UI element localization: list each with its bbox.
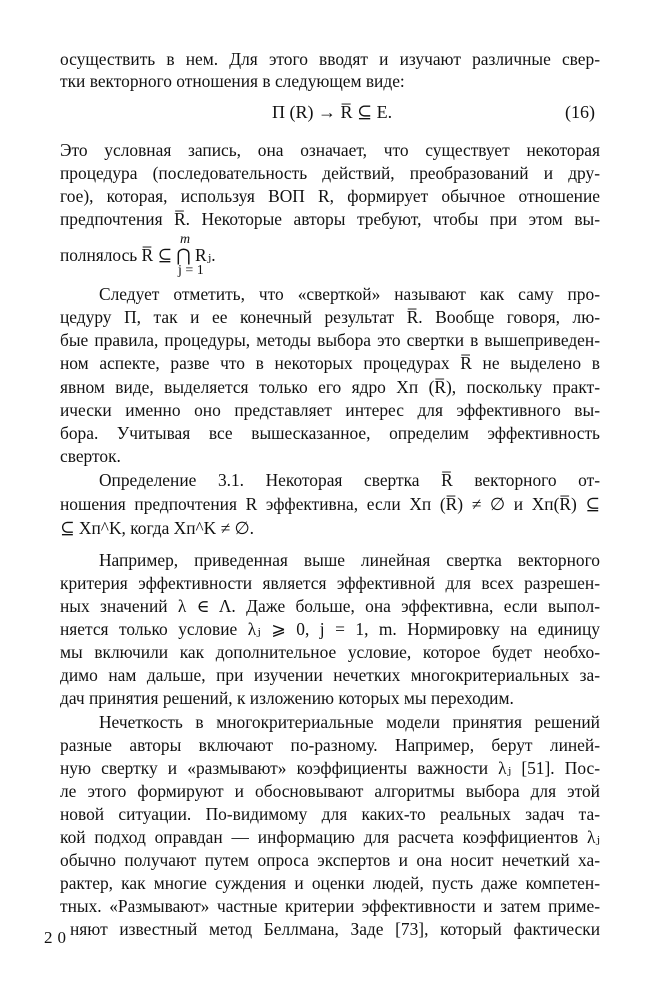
text-line: цедуру П, так и ее конечный результат R̅. Вообще говоря, лю- (60, 307, 600, 327)
text-line: осуществить в нем. Для этого вводят и изучают различные свер- (60, 49, 600, 69)
text-line: предпочтения R̅. Некоторые авторы требуют, чтобы при этом вы- (60, 209, 600, 229)
text-line: Нечеткость в многокритериальные модели принятия решений (99, 712, 600, 732)
text-line: димо нам дальше, при изучении нечетких многокритериальных за- (60, 665, 600, 685)
text-line: гое), которая, используя ВОП R, формирует обычное отношение (60, 186, 600, 206)
text-line: ном аспекте, разве что в некоторых процедурах R̅ не выделено в (60, 353, 600, 373)
text-line: обычно получают путем опроса экспертов и она носит нечеткий ха- (60, 850, 600, 870)
text-line: процедура (последовательность действий, преобразований и дру- (60, 163, 600, 183)
text-line: критерия эффективности является эффективной для всех разрешен- (60, 573, 600, 593)
formula: П (R) → R̅ ⊆ E. (272, 102, 393, 122)
text-line: разные авторы включают по-разному. Например, берут линей- (60, 735, 600, 755)
text-line: мы включили как дополнительное условие, которое будет необхо- (60, 642, 600, 662)
text-line: рактер, как многие суждения и оценки людей, пусть даже компетен- (60, 873, 600, 893)
text-line: няют известный метод Беллмана, Заде [73], который фактически (70, 919, 600, 939)
text-line: ически именно оно представляет интерес для эффективного вы- (60, 400, 600, 420)
page-number: 20 (44, 928, 71, 947)
text-line: Следует отметить, что «сверткой» называют как саму про- (99, 284, 600, 304)
intersection-upper-limit: m (180, 232, 191, 247)
text-line: полнялось R̅ ⊆ ⋂ Rⱼ. (60, 245, 216, 265)
text-line: явном виде, выделяется только его ядро Xп (R̅), поскольку практ- (60, 377, 600, 397)
text-line: кой подход оправдан — информацию для расчета коэффициентов λⱼ (60, 827, 600, 847)
text-line: ных значений λ ∈ Λ. Даже больше, она эффективна, если выпол- (60, 596, 600, 616)
text-line: ⊆ Xп^K, когда Xп^K ≠ ∅. (60, 518, 254, 538)
text-line: ле этого формируют и обосновывают алгоритмы выбора для этой (60, 781, 600, 801)
text-line: няется только условие λⱼ ⩾ 0, j = 1, m. Нормировку на единицу (60, 619, 600, 639)
text-line: Это условная запись, она означает, что существует некоторая (60, 140, 600, 160)
text-line: бые правила, процедуры, методы выбора это свертки в вышеприведен- (60, 330, 600, 350)
text-line: Например, приведенная выше линейная свертка векторного (99, 550, 600, 570)
intersection-lower-limit: j = 1 (178, 263, 204, 278)
text-line: бора. Учитывая все вышесказанное, определим эффективность (60, 423, 600, 443)
text-line: ношения предпочтения R эффективна, если Xп (R̅) ≠ ∅ и Xп(R̅) ⊆ (60, 494, 600, 514)
text-line: тки векторного отношения в следующем виде: (60, 71, 405, 91)
definition-line: Определение 3.1. Некоторая свертка R̅ векторного от- (99, 470, 600, 490)
text-line: тных. «Размывают» частные критерии эффективности и затем приме- (60, 896, 600, 916)
equation-number: (16) (565, 102, 595, 122)
text-line: ную свертку и «размывают» коэффициенты важности λⱼ [51]. Пос- (60, 758, 600, 778)
text-line: сверток. (60, 446, 121, 466)
text-line: дач принятия решений, к изложению которых мы переходим. (60, 688, 514, 708)
text-line: новой ситуации. По-видимому для каких-то реальных задач та- (60, 804, 600, 824)
